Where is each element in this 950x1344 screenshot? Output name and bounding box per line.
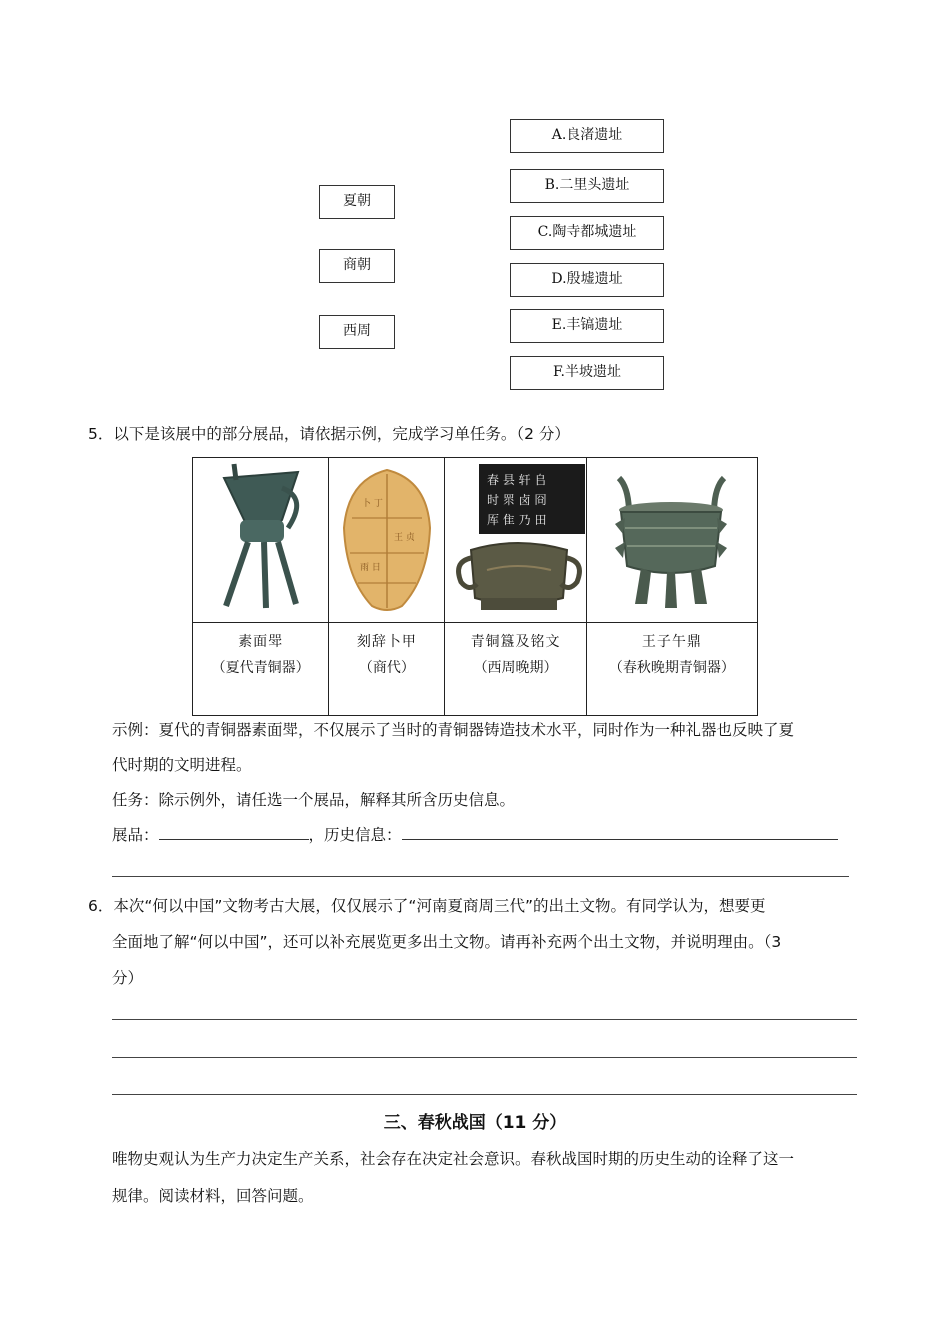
q5-answer-row — [112, 817, 838, 853]
section-intro-line2: 规律。阅读材料，回答问题。 — [112, 1187, 314, 1205]
exhibit-name: 青铜簋及铭文 — [470, 634, 561, 650]
site-box-d: D.殷墟遗址 — [510, 263, 664, 297]
exhibit-table — [192, 457, 758, 716]
svg-text:时 眔 卤 冏: 时 眔 卤 冏 — [486, 493, 547, 507]
exhibit-era: （商代） — [358, 660, 415, 676]
q5-example-line2: 代时期的文明进程。 — [112, 756, 252, 774]
era-box-xia: 夏朝 — [319, 185, 395, 219]
exhibit-era: （夏代青铜器） — [211, 660, 310, 676]
site-box-c: C.陶寺都城遗址 — [510, 216, 664, 250]
oracle-shell-image — [332, 458, 442, 618]
q6-answer-line[interactable] — [112, 1057, 857, 1058]
exhibit-answer-blank[interactable] — [159, 821, 309, 840]
exhibit-image-cell — [329, 458, 445, 623]
exhibit-caption — [586, 623, 757, 716]
q5-answer-line[interactable] — [112, 876, 849, 877]
gui-vessel-with-inscription-image — [447, 458, 585, 618]
history-info-answer-blank[interactable] — [402, 821, 838, 840]
exhibit-era: （西周晚期） — [473, 660, 558, 676]
site-box-a: A.良渚遗址 — [510, 119, 664, 153]
site-box-e: E.丰镐遗址 — [510, 309, 664, 343]
svg-text:王 贞: 王 贞 — [393, 533, 415, 543]
exhibit-label: 展品： — [112, 826, 159, 844]
svg-text:春 县 轩 𠂤: 春 县 轩 𠂤 — [486, 473, 547, 487]
svg-text:厍 隹 乃 田: 厍 隹 乃 田 — [486, 513, 547, 527]
exhibit-caption — [445, 623, 586, 716]
era-box-western-zhou: 西周 — [319, 315, 395, 349]
exhibit-name: 素面斝 — [238, 634, 284, 650]
q5-example-line1: 示例：夏代的青铜器素面斝，不仅展示了当时的青铜器铸造技术水平，同时作为一种礼器也反映了夏 — [112, 721, 795, 739]
section-intro-line1: 唯物史观认为生产力决定生产关系，社会存在决定社会意识。春秋战国时期的历史生动的诠释了这一 — [112, 1150, 795, 1168]
q6-line2: 全面地了解“何以中国”，还可以补充展览更多出土文物。请再补充两个出土文物，并说明理由。（3 — [112, 933, 782, 951]
history-info-label: ，历史信息： — [308, 826, 402, 844]
exhibit-caption — [329, 623, 445, 716]
svg-text:卜 丁: 卜 丁 — [361, 499, 383, 509]
q5-task: 任务：除示例外，请任选一个展品，解释其所含历史信息。 — [112, 791, 516, 809]
q5-prompt: 5．以下是该展中的部分展品，请依据示例，完成学习单任务。（2 分） — [88, 425, 570, 443]
exhibit-image-cell — [586, 458, 757, 623]
svg-text:雨 日: 雨 日 — [359, 563, 381, 573]
jia-vessel-image — [196, 458, 326, 618]
section-title: 三、春秋战国（11 分） — [383, 1113, 567, 1133]
site-box-f: F.半坡遗址 — [510, 356, 664, 390]
exhibit-image-cell — [193, 458, 329, 623]
exhibit-image-cell — [445, 458, 586, 623]
exhibit-name: 王子午鼎 — [641, 634, 702, 650]
ding-vessel-image — [589, 458, 754, 618]
exhibit-era: （春秋晚期青铜器） — [608, 660, 735, 676]
q6-answer-line[interactable] — [112, 1019, 857, 1020]
q6-answer-line[interactable] — [112, 1094, 857, 1095]
q6-line3: 分） — [112, 969, 144, 987]
site-box-b: B.二里头遗址 — [510, 169, 664, 203]
era-box-shang: 商朝 — [319, 249, 395, 283]
q6-line1: 6．本次“何以中国”文物考古大展，仅仅展示了“河南夏商周三代”的出土文物。有同学认为，想要更 — [88, 897, 766, 915]
exhibit-name: 刻辞卜甲 — [356, 634, 417, 650]
exhibit-caption — [193, 623, 329, 716]
